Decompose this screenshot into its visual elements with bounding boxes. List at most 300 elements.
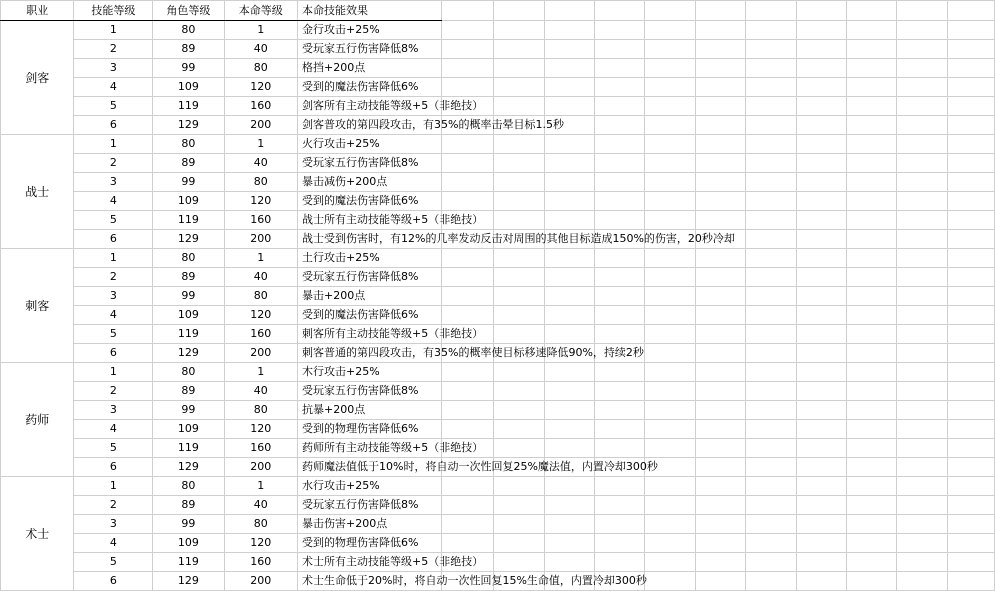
skill-level-cell[interactable]: 5 <box>74 439 153 458</box>
empty-cell[interactable] <box>746 135 796 154</box>
empty-cell[interactable] <box>595 97 645 116</box>
empty-cell[interactable] <box>441 192 493 211</box>
empty-cell[interactable] <box>595 325 645 344</box>
empty-cell[interactable] <box>544 477 594 496</box>
empty-cell[interactable] <box>947 553 994 572</box>
empty-cell[interactable] <box>846 1 896 21</box>
empty-cell[interactable] <box>595 382 645 401</box>
character-level-cell[interactable]: 99 <box>153 287 224 306</box>
natal-level-cell[interactable]: 40 <box>224 154 297 173</box>
empty-cell[interactable] <box>947 192 994 211</box>
empty-cell[interactable] <box>746 439 796 458</box>
empty-cell[interactable] <box>595 1 645 21</box>
empty-cell[interactable] <box>947 363 994 382</box>
empty-cell[interactable] <box>695 496 745 515</box>
character-level-cell[interactable]: 129 <box>153 230 224 249</box>
empty-cell[interactable] <box>494 249 544 268</box>
skill-level-cell[interactable]: 3 <box>74 59 153 78</box>
empty-cell[interactable] <box>441 515 493 534</box>
empty-cell[interactable] <box>441 382 493 401</box>
empty-cell[interactable] <box>796 230 846 249</box>
empty-cell[interactable] <box>746 325 796 344</box>
empty-cell[interactable] <box>796 534 846 553</box>
empty-cell[interactable] <box>544 325 594 344</box>
empty-cell[interactable] <box>494 154 544 173</box>
empty-cell[interactable] <box>695 439 745 458</box>
empty-cell[interactable] <box>645 40 695 59</box>
empty-cell[interactable] <box>947 306 994 325</box>
empty-cell[interactable] <box>595 477 645 496</box>
skill-level-cell[interactable]: 1 <box>74 21 153 40</box>
empty-cell[interactable] <box>544 1 594 21</box>
empty-cell[interactable] <box>897 496 947 515</box>
effect-cell[interactable]: 战士所有主动技能等级+5（非绝技） <box>298 211 442 230</box>
empty-cell[interactable] <box>441 401 493 420</box>
effect-cell[interactable]: 暴击减伤+200点 <box>298 173 442 192</box>
empty-cell[interactable] <box>441 268 493 287</box>
empty-cell[interactable] <box>695 192 745 211</box>
skill-level-cell[interactable]: 1 <box>74 249 153 268</box>
empty-cell[interactable] <box>846 439 896 458</box>
empty-cell[interactable] <box>897 249 947 268</box>
empty-cell[interactable] <box>947 515 994 534</box>
empty-cell[interactable] <box>695 401 745 420</box>
empty-cell[interactable] <box>746 173 796 192</box>
empty-cell[interactable] <box>544 211 594 230</box>
empty-cell[interactable] <box>441 78 493 97</box>
empty-cell[interactable] <box>544 382 594 401</box>
effect-cell[interactable]: 剑客所有主动技能等级+5（非绝技） <box>298 97 442 116</box>
empty-cell[interactable] <box>695 249 745 268</box>
natal-level-cell[interactable]: 200 <box>224 116 297 135</box>
character-level-cell[interactable]: 129 <box>153 572 224 591</box>
effect-cell[interactable]: 水行攻击+25% <box>298 477 442 496</box>
empty-cell[interactable] <box>897 287 947 306</box>
empty-cell[interactable] <box>897 59 947 78</box>
empty-cell[interactable] <box>645 78 695 97</box>
skill-level-cell[interactable]: 3 <box>74 173 153 192</box>
skill-level-cell[interactable]: 1 <box>74 135 153 154</box>
empty-cell[interactable] <box>897 306 947 325</box>
empty-cell[interactable] <box>695 534 745 553</box>
empty-cell[interactable] <box>897 135 947 154</box>
empty-cell[interactable] <box>441 135 493 154</box>
natal-level-cell[interactable]: 120 <box>224 534 297 553</box>
empty-cell[interactable] <box>544 439 594 458</box>
empty-cell[interactable] <box>947 211 994 230</box>
natal-level-cell[interactable]: 80 <box>224 515 297 534</box>
effect-cell[interactable]: 抗暴+200点 <box>298 401 442 420</box>
empty-cell[interactable] <box>947 477 994 496</box>
empty-cell[interactable] <box>796 325 846 344</box>
empty-cell[interactable] <box>645 306 695 325</box>
natal-level-cell[interactable]: 1 <box>224 477 297 496</box>
empty-cell[interactable] <box>746 382 796 401</box>
natal-level-cell[interactable]: 160 <box>224 97 297 116</box>
empty-cell[interactable] <box>645 515 695 534</box>
empty-cell[interactable] <box>746 572 796 591</box>
empty-cell[interactable] <box>947 116 994 135</box>
empty-cell[interactable] <box>846 154 896 173</box>
natal-level-cell[interactable]: 1 <box>224 363 297 382</box>
effect-cell[interactable]: 受玩家五行伤害降低8% <box>298 154 442 173</box>
empty-cell[interactable] <box>796 553 846 572</box>
empty-cell[interactable] <box>897 211 947 230</box>
empty-cell[interactable] <box>746 78 796 97</box>
empty-cell[interactable] <box>746 249 796 268</box>
empty-cell[interactable] <box>846 572 896 591</box>
empty-cell[interactable] <box>595 268 645 287</box>
skill-level-cell[interactable]: 6 <box>74 116 153 135</box>
empty-cell[interactable] <box>595 59 645 78</box>
empty-cell[interactable] <box>796 173 846 192</box>
skill-level-cell[interactable]: 2 <box>74 40 153 59</box>
empty-cell[interactable] <box>897 230 947 249</box>
empty-cell[interactable] <box>846 496 896 515</box>
skill-level-cell[interactable]: 3 <box>74 401 153 420</box>
empty-cell[interactable] <box>441 496 493 515</box>
empty-cell[interactable] <box>746 97 796 116</box>
empty-cell[interactable] <box>441 173 493 192</box>
empty-cell[interactable] <box>846 344 896 363</box>
empty-cell[interactable] <box>441 21 493 40</box>
empty-cell[interactable] <box>947 135 994 154</box>
empty-cell[interactable] <box>544 97 594 116</box>
empty-cell[interactable] <box>645 173 695 192</box>
character-level-cell[interactable]: 109 <box>153 420 224 439</box>
skill-level-cell[interactable]: 4 <box>74 192 153 211</box>
natal-level-cell[interactable]: 200 <box>224 572 297 591</box>
empty-cell[interactable] <box>796 97 846 116</box>
empty-cell[interactable] <box>494 1 544 21</box>
header-cell-natal-skill-effect[interactable]: 本命技能效果 <box>298 1 442 21</box>
character-level-cell[interactable]: 89 <box>153 154 224 173</box>
character-level-cell[interactable]: 99 <box>153 59 224 78</box>
effect-cell[interactable]: 受到的魔法伤害降低6% <box>298 306 442 325</box>
empty-cell[interactable] <box>796 439 846 458</box>
empty-cell[interactable] <box>441 420 493 439</box>
empty-cell[interactable] <box>494 553 544 572</box>
natal-level-cell[interactable]: 160 <box>224 439 297 458</box>
character-level-cell[interactable]: 119 <box>153 439 224 458</box>
empty-cell[interactable] <box>846 78 896 97</box>
empty-cell[interactable] <box>695 553 745 572</box>
empty-cell[interactable] <box>441 1 493 21</box>
empty-cell[interactable] <box>846 211 896 230</box>
empty-cell[interactable] <box>441 40 493 59</box>
skill-level-cell[interactable]: 5 <box>74 553 153 572</box>
skill-level-cell[interactable]: 4 <box>74 306 153 325</box>
natal-level-cell[interactable]: 1 <box>224 21 297 40</box>
empty-cell[interactable] <box>897 553 947 572</box>
empty-cell[interactable] <box>796 515 846 534</box>
empty-cell[interactable] <box>947 287 994 306</box>
empty-cell[interactable] <box>846 40 896 59</box>
empty-cell[interactable] <box>595 21 645 40</box>
empty-cell[interactable] <box>494 211 544 230</box>
natal-level-cell[interactable]: 120 <box>224 306 297 325</box>
empty-cell[interactable] <box>695 458 745 477</box>
empty-cell[interactable] <box>796 154 846 173</box>
empty-cell[interactable] <box>947 173 994 192</box>
effect-cell[interactable]: 格挡+200点 <box>298 59 442 78</box>
header-cell-skill-level[interactable]: 技能等级 <box>74 1 153 21</box>
empty-cell[interactable] <box>846 21 896 40</box>
character-level-cell[interactable]: 99 <box>153 515 224 534</box>
empty-cell[interactable] <box>796 420 846 439</box>
character-level-cell[interactable]: 109 <box>153 78 224 97</box>
empty-cell[interactable] <box>645 496 695 515</box>
empty-cell[interactable] <box>645 572 695 591</box>
empty-cell[interactable] <box>796 401 846 420</box>
natal-level-cell[interactable]: 200 <box>224 230 297 249</box>
empty-cell[interactable] <box>746 458 796 477</box>
empty-cell[interactable] <box>595 78 645 97</box>
empty-cell[interactable] <box>846 97 896 116</box>
empty-cell[interactable] <box>897 268 947 287</box>
empty-cell[interactable] <box>441 59 493 78</box>
skill-level-cell[interactable]: 2 <box>74 496 153 515</box>
empty-cell[interactable] <box>897 1 947 21</box>
profession-cell[interactable]: 药师 <box>1 363 74 477</box>
skill-level-cell[interactable]: 3 <box>74 287 153 306</box>
empty-cell[interactable] <box>947 401 994 420</box>
empty-cell[interactable] <box>595 135 645 154</box>
empty-cell[interactable] <box>544 40 594 59</box>
empty-cell[interactable] <box>494 268 544 287</box>
profession-cell[interactable]: 战士 <box>1 135 74 249</box>
empty-cell[interactable] <box>645 553 695 572</box>
empty-cell[interactable] <box>796 21 846 40</box>
natal-level-cell[interactable]: 80 <box>224 59 297 78</box>
natal-level-cell[interactable]: 40 <box>224 382 297 401</box>
empty-cell[interactable] <box>947 344 994 363</box>
empty-cell[interactable] <box>846 534 896 553</box>
natal-level-cell[interactable]: 160 <box>224 325 297 344</box>
empty-cell[interactable] <box>846 173 896 192</box>
empty-cell[interactable] <box>544 192 594 211</box>
empty-cell[interactable] <box>595 173 645 192</box>
effect-cell[interactable]: 金行攻击+25% <box>298 21 442 40</box>
skill-level-cell[interactable]: 5 <box>74 97 153 116</box>
empty-cell[interactable] <box>947 439 994 458</box>
empty-cell[interactable] <box>595 420 645 439</box>
empty-cell[interactable] <box>746 1 796 21</box>
empty-cell[interactable] <box>746 230 796 249</box>
empty-cell[interactable] <box>645 249 695 268</box>
empty-cell[interactable] <box>544 21 594 40</box>
character-level-cell[interactable]: 129 <box>153 344 224 363</box>
empty-cell[interactable] <box>746 306 796 325</box>
empty-cell[interactable] <box>645 59 695 78</box>
empty-cell[interactable] <box>846 382 896 401</box>
empty-cell[interactable] <box>595 363 645 382</box>
empty-cell[interactable] <box>595 553 645 572</box>
empty-cell[interactable] <box>796 135 846 154</box>
character-level-cell[interactable]: 80 <box>153 363 224 382</box>
empty-cell[interactable] <box>846 192 896 211</box>
empty-cell[interactable] <box>494 97 544 116</box>
empty-cell[interactable] <box>695 515 745 534</box>
empty-cell[interactable] <box>441 154 493 173</box>
empty-cell[interactable] <box>947 496 994 515</box>
empty-cell[interactable] <box>846 268 896 287</box>
skill-level-cell[interactable]: 3 <box>74 515 153 534</box>
empty-cell[interactable] <box>494 78 544 97</box>
empty-cell[interactable] <box>645 477 695 496</box>
empty-cell[interactable] <box>494 306 544 325</box>
empty-cell[interactable] <box>645 211 695 230</box>
empty-cell[interactable] <box>746 154 796 173</box>
natal-level-cell[interactable]: 1 <box>224 135 297 154</box>
empty-cell[interactable] <box>645 21 695 40</box>
natal-level-cell[interactable]: 200 <box>224 458 297 477</box>
empty-cell[interactable] <box>897 534 947 553</box>
empty-cell[interactable] <box>695 78 745 97</box>
empty-cell[interactable] <box>544 78 594 97</box>
skill-level-cell[interactable]: 1 <box>74 477 153 496</box>
effect-cell[interactable]: 受到的魔法伤害降低6% <box>298 192 442 211</box>
empty-cell[interactable] <box>645 439 695 458</box>
skill-level-cell[interactable]: 5 <box>74 325 153 344</box>
empty-cell[interactable] <box>544 553 594 572</box>
skill-level-cell[interactable]: 4 <box>74 78 153 97</box>
profession-cell[interactable]: 刺客 <box>1 249 74 363</box>
empty-cell[interactable] <box>897 382 947 401</box>
skill-level-cell[interactable]: 2 <box>74 268 153 287</box>
empty-cell[interactable] <box>796 496 846 515</box>
empty-cell[interactable] <box>846 287 896 306</box>
empty-cell[interactable] <box>595 439 645 458</box>
character-level-cell[interactable]: 89 <box>153 496 224 515</box>
empty-cell[interactable] <box>544 249 594 268</box>
character-level-cell[interactable]: 129 <box>153 458 224 477</box>
natal-level-cell[interactable]: 80 <box>224 173 297 192</box>
empty-cell[interactable] <box>796 306 846 325</box>
empty-cell[interactable] <box>897 363 947 382</box>
empty-cell[interactable] <box>645 344 695 363</box>
effect-cell[interactable]: 剑客普攻的第四段攻击，有35%的概率击晕目标1.5秒 <box>298 116 442 135</box>
effect-cell[interactable]: 暴击伤害+200点 <box>298 515 442 534</box>
empty-cell[interactable] <box>645 154 695 173</box>
empty-cell[interactable] <box>695 306 745 325</box>
header-cell-character-level[interactable]: 角色等级 <box>153 1 224 21</box>
empty-cell[interactable] <box>897 439 947 458</box>
empty-cell[interactable] <box>645 287 695 306</box>
empty-cell[interactable] <box>796 1 846 21</box>
empty-cell[interactable] <box>695 268 745 287</box>
empty-cell[interactable] <box>695 1 745 21</box>
empty-cell[interactable] <box>947 78 994 97</box>
empty-cell[interactable] <box>796 363 846 382</box>
empty-cell[interactable] <box>746 401 796 420</box>
empty-cell[interactable] <box>544 420 594 439</box>
empty-cell[interactable] <box>846 420 896 439</box>
empty-cell[interactable] <box>796 287 846 306</box>
empty-cell[interactable] <box>544 173 594 192</box>
character-level-cell[interactable]: 89 <box>153 268 224 287</box>
empty-cell[interactable] <box>544 154 594 173</box>
empty-cell[interactable] <box>595 306 645 325</box>
empty-cell[interactable] <box>897 572 947 591</box>
empty-cell[interactable] <box>441 249 493 268</box>
empty-cell[interactable] <box>746 363 796 382</box>
empty-cell[interactable] <box>796 572 846 591</box>
empty-cell[interactable] <box>796 116 846 135</box>
empty-cell[interactable] <box>695 154 745 173</box>
effect-cell[interactable]: 受玩家五行伤害降低8% <box>298 496 442 515</box>
natal-level-cell[interactable]: 160 <box>224 553 297 572</box>
empty-cell[interactable] <box>645 420 695 439</box>
effect-cell[interactable]: 暴击+200点 <box>298 287 442 306</box>
empty-cell[interactable] <box>897 78 947 97</box>
effect-cell[interactable]: 受到的物理伤害降低6% <box>298 534 442 553</box>
empty-cell[interactable] <box>645 1 695 21</box>
empty-cell[interactable] <box>645 382 695 401</box>
empty-cell[interactable] <box>645 135 695 154</box>
empty-cell[interactable] <box>947 534 994 553</box>
skill-level-cell[interactable]: 2 <box>74 154 153 173</box>
character-level-cell[interactable]: 109 <box>153 534 224 553</box>
character-level-cell[interactable]: 119 <box>153 553 224 572</box>
empty-cell[interactable] <box>494 363 544 382</box>
skill-level-cell[interactable]: 6 <box>74 572 153 591</box>
skill-level-cell[interactable]: 1 <box>74 363 153 382</box>
empty-cell[interactable] <box>595 192 645 211</box>
empty-cell[interactable] <box>846 553 896 572</box>
empty-cell[interactable] <box>746 268 796 287</box>
skill-level-cell[interactable]: 5 <box>74 211 153 230</box>
empty-cell[interactable] <box>846 325 896 344</box>
character-level-cell[interactable]: 89 <box>153 40 224 59</box>
empty-cell[interactable] <box>544 59 594 78</box>
natal-level-cell[interactable]: 1 <box>224 249 297 268</box>
empty-cell[interactable] <box>494 173 544 192</box>
natal-level-cell[interactable]: 120 <box>224 420 297 439</box>
character-level-cell[interactable]: 109 <box>153 192 224 211</box>
empty-cell[interactable] <box>441 287 493 306</box>
effect-cell[interactable]: 药师魔法值低于10%时，将自动一次性回复25%魔法值，内置冷却300秒 <box>298 458 442 477</box>
character-level-cell[interactable]: 80 <box>153 21 224 40</box>
empty-cell[interactable] <box>544 287 594 306</box>
character-level-cell[interactable]: 80 <box>153 135 224 154</box>
empty-cell[interactable] <box>796 192 846 211</box>
empty-cell[interactable] <box>595 116 645 135</box>
empty-cell[interactable] <box>544 363 594 382</box>
empty-cell[interactable] <box>695 97 745 116</box>
empty-cell[interactable] <box>645 363 695 382</box>
empty-cell[interactable] <box>746 496 796 515</box>
empty-cell[interactable] <box>897 420 947 439</box>
character-level-cell[interactable]: 80 <box>153 249 224 268</box>
effect-cell[interactable]: 土行攻击+25% <box>298 249 442 268</box>
empty-cell[interactable] <box>947 420 994 439</box>
effect-cell[interactable]: 术士所有主动技能等级+5（非绝技） <box>298 553 442 572</box>
empty-cell[interactable] <box>746 420 796 439</box>
empty-cell[interactable] <box>897 154 947 173</box>
empty-cell[interactable] <box>494 135 544 154</box>
natal-level-cell[interactable]: 200 <box>224 344 297 363</box>
natal-level-cell[interactable]: 120 <box>224 78 297 97</box>
empty-cell[interactable] <box>544 135 594 154</box>
empty-cell[interactable] <box>441 363 493 382</box>
empty-cell[interactable] <box>897 173 947 192</box>
empty-cell[interactable] <box>846 363 896 382</box>
empty-cell[interactable] <box>645 325 695 344</box>
empty-cell[interactable] <box>897 344 947 363</box>
empty-cell[interactable] <box>846 116 896 135</box>
natal-level-cell[interactable]: 120 <box>224 192 297 211</box>
